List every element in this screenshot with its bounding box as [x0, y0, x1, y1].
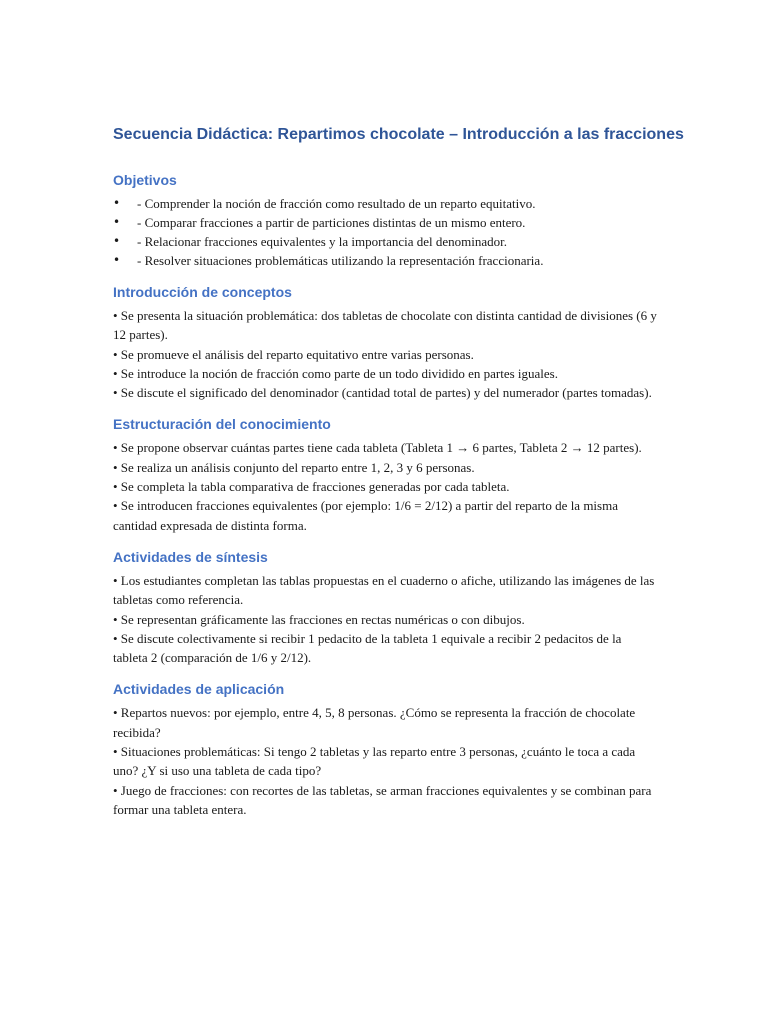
section-aplicacion	[113, 679, 658, 819]
list-item	[113, 213, 658, 232]
section-introduccion	[113, 282, 658, 402]
paragraph: • Repartos nuevos: por ejemplo, entre 4, 5, 8 personas. ¿Cómo se representa la fracción de chocolate recibida?	[113, 705, 636, 740]
bullet-icon: •	[113, 196, 121, 210]
paragraph: • Se promueve el análisis del reparto equitativo entre varias personas.	[113, 346, 474, 362]
paragraph: • Se completa la tabla comparativa de fracciones generadas por cada tableta.	[113, 479, 510, 495]
bullet-icon: •	[113, 234, 121, 248]
section-objetivos	[113, 170, 658, 270]
paragraph: • Se presenta la situación problemática: dos tabletas de chocolate con distinta cantidad de divisiones (6 y 12 partes).	[113, 308, 657, 343]
list-item-text: - Relacionar fracciones equivalentes y la importancia del denominador.	[137, 234, 507, 249]
list-item-text: - Comparar fracciones a partir de particiones distintas de un mismo entero.	[137, 215, 526, 230]
document-title: Secuencia Didáctica: Repartimos chocolate – Introducción a las fracciones	[113, 126, 684, 143]
bullet-icon: •	[113, 215, 121, 229]
section-heading: Introducción de conceptos	[113, 284, 292, 300]
section-heading: Actividades de síntesis	[113, 548, 268, 565]
list-item	[113, 232, 658, 251]
section-sintesis	[113, 547, 658, 667]
paragraph: • Juego de fracciones: con recortes de las tabletas, se arman fracciones equivalentes y se combinan para formar una tableta entera.	[113, 782, 652, 817]
objectives-list	[113, 194, 658, 270]
list-item	[113, 194, 658, 213]
paragraph: • Se introduce la noción de fracción como parte de un todo dividido en partes iguales.	[113, 365, 558, 381]
bullet-icon: •	[113, 253, 121, 267]
section-heading: Estructuración del conocimiento	[113, 416, 331, 433]
list-item-text: - Resolver situaciones problemáticas utilizando la representación fraccionaria.	[137, 253, 544, 268]
section-heading: Objetivos	[113, 172, 177, 188]
paragraph: • Se introducen fracciones equivalentes (por ejemplo: 1/6 = 2/12) a partir del reparto de la misma cantidad expresada de distinta forma.	[113, 498, 618, 533]
document-page	[113, 122, 684, 831]
list-item	[113, 251, 658, 270]
paragraph: • Los estudiantes completan las tablas propuestas en el cuaderno o afiche, utilizando las imágenes de las tabletas como referencia.	[113, 572, 655, 608]
paragraph: • Se realiza un análisis conjunto del reparto entre 1, 2, 3 y 6 personas.	[113, 459, 475, 475]
paragraph: • Se discute el significado del denominador (cantidad total de partes) y del numerador (partes tomadas).	[113, 385, 652, 401]
paragraph: • Se propone observar cuántas partes tiene cada tableta (Tableta 1 → 6 partes, Tableta 2 → 12 partes).	[113, 440, 642, 456]
paragraph: • Se representan gráficamente las fracciones en rectas numéricas o con dibujos.	[113, 611, 525, 627]
paragraph: • Se discute colectivamente si recibir 1 pedacito de la tableta 1 equivale a recibir 2 pedacitos de la tableta 2 (comparación de 1/6 y 2/12).	[113, 630, 622, 666]
list-item-text: - Comprender la noción de fracción como resultado de un reparto equitativo.	[137, 196, 536, 211]
section-heading: Actividades de aplicación	[113, 681, 285, 698]
section-estructuracion	[113, 414, 658, 534]
paragraph: • Situaciones problemáticas: Si tengo 2 tabletas y las reparto entre 3 personas, ¿cuánto le toca a cada uno? ¿Y si uso una tableta de cada tipo?	[113, 744, 636, 779]
